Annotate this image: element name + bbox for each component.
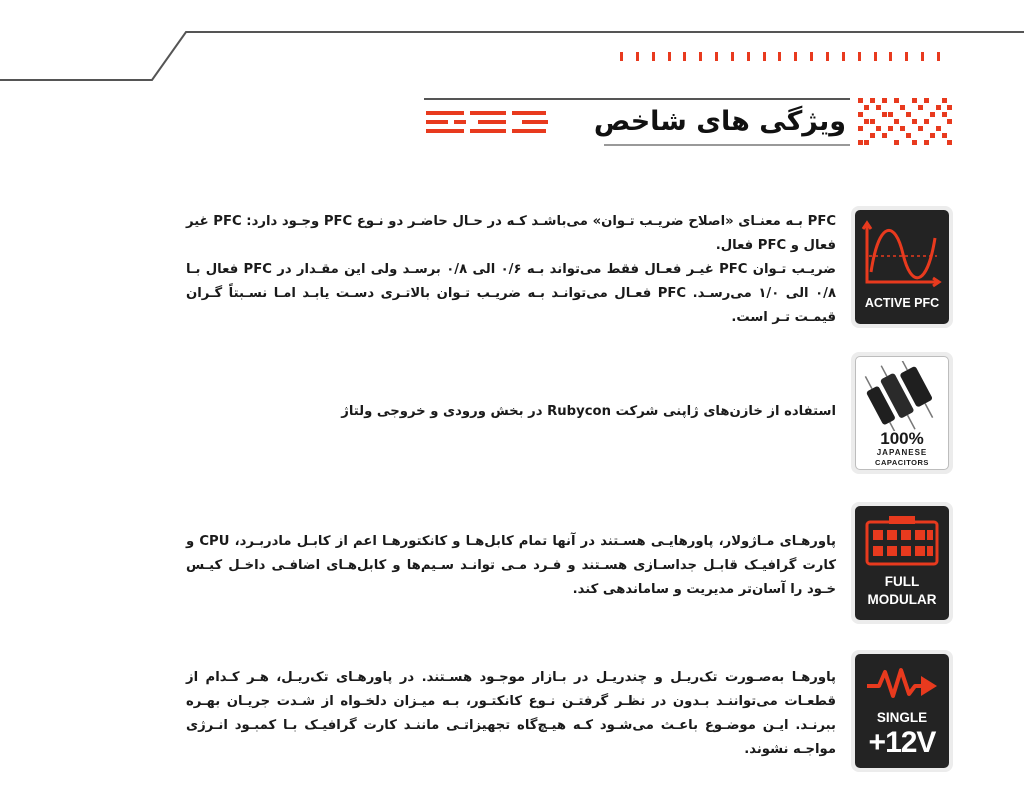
- feature-text-pfc: [186, 210, 836, 330]
- feature-text-single-rail: [186, 666, 836, 762]
- section-title: ویژگی های شاخص: [593, 106, 846, 137]
- top-frame-line: [0, 0, 1024, 90]
- capacitor-graphic: [862, 361, 944, 431]
- capacitor-capacitors-label: CAPACITORS: [875, 458, 929, 467]
- 12v-label: +12V: [868, 726, 936, 759]
- feature-text-capacitors: [186, 400, 836, 424]
- pfc-wave-graphic: [861, 220, 943, 290]
- full-modular-icon: [851, 502, 953, 624]
- decorative-dash-row: [620, 52, 940, 62]
- active-pfc-icon: [851, 206, 953, 328]
- modular-full-label: FULL: [884, 574, 920, 589]
- capacitor-percent-label: 100%: [880, 429, 924, 448]
- section-header: [424, 98, 850, 146]
- pulse-arrow-graphic: [865, 664, 939, 704]
- capacitor-japanese-label: JAPANESE: [876, 448, 928, 457]
- pfc-paragraph-2: ضریـب تـوان PFC غیـر فعـال فقط می‌تواند بـه ۰/۶ الی ۰/۸ برسـد ولی این مقـدار در PFC فعال بـا ۰/۸ الی ۱/۰ می‌رسـد. PFC فعـال می‌توانـد بـه ضریـب تـوان بالاتـری دسـت یابـد امـا نسـبتاً گـران قیمـت تـر است.: [186, 262, 836, 325]
- modular-connector-graphic: [865, 516, 939, 568]
- capacitors-icon: [851, 352, 953, 474]
- pixel-pattern-decoration: [858, 98, 952, 146]
- capacitors-paragraph: استفاده از خازن‌های ژاپنی شرکت Rubycon در بخش ورودی و خروجی ولتاژ: [341, 404, 836, 419]
- header-top-line: [424, 98, 850, 100]
- modular-paragraph: پاورهـای مـاژولار، پاورهایـی هسـتند در آنها تمام کابل‌هـا و کانکتورهـا اعم از کابـل مادربـرد، CPU و کارت گرافیـک قابـل جداسـازی هسـتند و فـرد مـی توانـد سـیم‌ها و کابل‌هـای اضافـی داخـل کیـس خـود را آسان‌تر مدیریت و ساماندهی کند.: [186, 534, 836, 597]
- active-pfc-label: ACTIVE PFC: [864, 296, 940, 310]
- feature-text-modular: [186, 530, 836, 602]
- single-rail-paragraph: پاورهـا به‌صـورت تک‌ریـل و چندریـل در بـازار موجـود هسـتند. در پاورهـای تک‌ریـل، هـر کـدام از قطعـات می‌تواننـد بـدون در نظـر گرفتـن نـوع کانکتـور، بـه میـزان دلخـواه از شـدت جریـان بهـره ببرنـد. ایـن موضـوع باعـث می‌شـود کـه هیـچ‌گاه تجهیزاتـی ماننـد کارت گرافیـک بـا کمبـود انـرژی مواجـه نشوند.: [186, 670, 836, 757]
- modular-modular-label: MODULAR: [867, 592, 937, 607]
- single-label: SINGLE: [876, 710, 928, 725]
- pfc-paragraph-1: PFC بـه معنـای «اصلاح ضریـب تـوان» می‌باشـد کـه در حـال حاضـر دو نـوع PFC وجـود دارد: PFC غیر فعال و PFC فعال.: [186, 214, 837, 253]
- header-bottom-line: [604, 144, 850, 146]
- single-12v-icon: [851, 650, 953, 772]
